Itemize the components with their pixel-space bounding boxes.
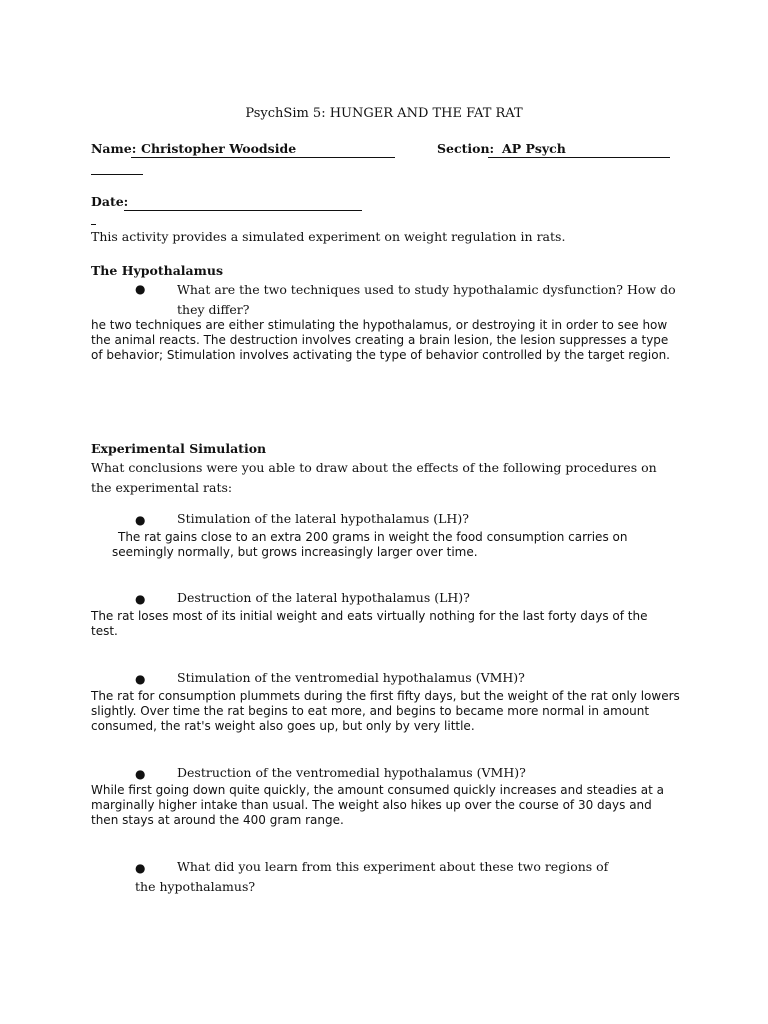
vmh-destruction-answer: While first going down quite quickly, the amount consumed quickly increases and steadies at a marginally higher intake than usual. The weight also hikes up over the course of 30 days and then stays at around the 400 gram range. — [91, 783, 664, 827]
hypothalamus-heading: The Hypothalamus — [91, 263, 224, 278]
bullet-icon: ● — [135, 861, 146, 875]
vmh-stimulation-answer: The rat for consumption plummets during the first fifty days, but the weight of the rat only lowers slightly. Over time the rat begins to eat more, and begins to became more normal in amount consumed, the rat's weight also goes up, but only by very little. — [91, 689, 680, 733]
intro-text: This activity provides a simulated experiment on weight regulation in rats. — [91, 229, 566, 244]
hypothalamus-answer: he two techniques are either stimulating the hypothalamus, or destroying it in order to see how the animal reacts. The destruction involves creating a brain lesion, the lesion suppresses a type of behavior; Stimulation involves activating the type of behavior controlled by the target region. — [91, 318, 670, 362]
lh-stimulation-question: Stimulation of the lateral hypothalamus (LH)? — [177, 511, 469, 526]
vmh-destruction-question: Destruction of the ventromedial hypothalamus (VMH)? — [177, 765, 526, 780]
page-title: PsychSim 5: HUNGER AND THE FAT RAT — [245, 106, 523, 121]
bullet-icon: ● — [135, 513, 146, 527]
name-value: Christopher Woodside — [141, 141, 297, 156]
section-label: Section: — [437, 141, 495, 156]
cursor-mark — [91, 224, 96, 225]
date-field[interactable] — [124, 194, 362, 211]
lh-destruction-question: Destruction of the lateral hypothalamus (LH)? — [177, 590, 470, 605]
bullet-icon: ● — [135, 767, 146, 781]
name-label: Name: — [91, 141, 137, 156]
lesson-question: What did you learn from this experiment about these two regions of the hypothalamus? — [135, 859, 609, 894]
bullet-icon: ● — [135, 592, 146, 606]
section-value: AP Psych — [502, 141, 566, 156]
bullet-icon: ● — [135, 282, 146, 296]
lh-destruction-answer: The rat loses most of its initial weight and eats virtually nothing for the last forty days of the test. — [91, 609, 648, 638]
lh-stimulation-answer: The rat gains close to an extra 200 grams in weight the food consumption carries on seemingly normally, but grows increasingly larger over time. — [112, 530, 628, 559]
experimental-prompt: What conclusions were you able to draw about the effects of the following procedures on the experimental rats: — [91, 460, 657, 495]
experimental-heading: Experimental Simulation — [91, 441, 267, 456]
hypothalamus-question: What are the two techniques used to study hypothalamic dysfunction? How do they differ? — [177, 282, 676, 317]
vmh-stimulation-question: Stimulation of the ventromedial hypothalamus (VMH)? — [177, 670, 525, 685]
section-field-overflow-line — [91, 174, 143, 175]
name-field[interactable] — [131, 141, 395, 158]
date-label: Date: — [91, 194, 129, 209]
section-field[interactable] — [488, 141, 670, 158]
bullet-icon: ● — [135, 672, 146, 686]
